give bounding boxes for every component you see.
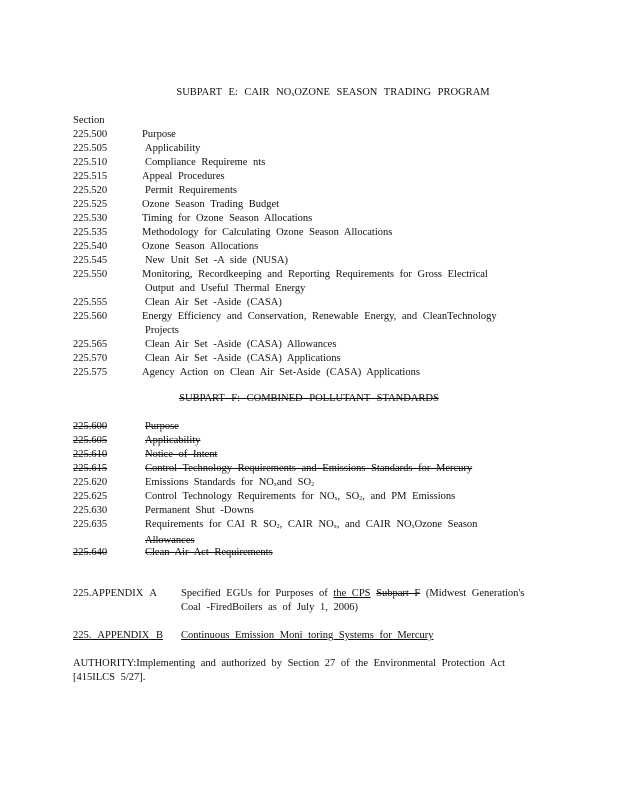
subpart-f-toc	[73, 420, 543, 560]
toc-row: 225.555 Clean Air Set -Aside (CASA)	[73, 297, 282, 308]
toc-row: 225.630 Permanent Shut -Downs	[73, 505, 254, 516]
toc-row: 225.635 Requirements for CAI R $SO_2$, CAIR $NO_x$, and CAIR $NO_xOzone$ Season Allowances	[73, 519, 478, 546]
inserted-text: the CPS	[333, 588, 371, 599]
toc-row-struck: 225.600 Purpose	[73, 421, 179, 432]
deleted-text: Subpart F	[376, 588, 421, 599]
toc-row: 225.545 New Unit Set -A side (NUSA)	[73, 255, 289, 266]
toc-row: 225.505 Applicability	[73, 143, 201, 154]
toc-row: 225.620 Emissions Standards for $NO_xand$ $SO_2$	[73, 477, 315, 488]
toc-row: 225.560 Energy Efficiency and Conservation, Renewable Energy, and CleanTechnology Projects	[73, 311, 497, 336]
section-heading: Section	[73, 115, 105, 126]
toc-row: 225.500 Purpose	[73, 129, 176, 140]
subpart-e-title: SUBPART E: CAIR $NO_xOZONE$ SEASON TRADING PROGRAM	[176, 87, 490, 98]
subpart-f-title: SUBPART F: COMBINED POLLUTANT STANDARDS	[179, 393, 439, 404]
toc-row: 225.625 Control Technology Requirements for $NO_x$, $SO_2$, and PM Emissions	[73, 491, 456, 502]
toc-row: 225.525 Ozone Season Trading Budget	[73, 199, 280, 210]
toc-row-struck: 225.605 Applicability	[73, 435, 201, 446]
toc-row: 225.575 Agency Action on Clean Air Set-Aside (CASA) Applications	[73, 367, 420, 378]
subpart-e-toc	[73, 128, 543, 380]
toc-row-struck: 225.610 Notice of Intent	[73, 449, 218, 460]
toc-row: 225.535 Methodology for Calculating Ozone Season Allocations	[73, 227, 393, 238]
toc-row: 225.570 Clean Air Set -Aside (CASA) Applications	[73, 353, 341, 364]
toc-row-struck: 225.615 Control Technology Requirements and Emissions Standards for Mercury	[73, 463, 473, 474]
toc-row: 225.530 Timing for Ozone Season Allocations	[73, 213, 313, 224]
toc-row: 225.565 Clean Air Set -Aside (CASA) Allowances	[73, 339, 337, 350]
document-page: SUBPART E: CAIR $NO_xOZONE$ SEASON TRADING PROGRAM Section 225.500 Purpose 225.505 Applicability 225.510 Compliance Requireme nts 225.515 Appeal Procedures 225.520 Permit Requirements 225.525 Ozone Season Trading Budget 225.530 Timing for Ozone Season Allocations 225.535 Methodology for Calculating Ozone Season Allocations 225.540 Ozone Season Allocations 225.545 New Unit Set -A side (NUSA) 225.550 Monitoring, Recordkeeping and Reporting Requirements for Gross Electrical Output and Useful Thermal Energy 225.555 Clean Air Set -Aside (CASA) 225.560 Energy Efficiency and Conservation, Renewable Energy, and CleanTechnology Projects 225.565 Clean Air Set -Aside (CASA) Allowances 225.570 Clean Air Set -Aside (CASA) Applications 225.575 Agency Action on Clean Air Set-Aside (CASA) Applications SUBPART F: COMBINED POLLUTANT STANDARDS 225.600 Purpose 225.605 Applicability 225.610 Notice of Intent 225.615 Control Technology Requirements and Emissions Standards for Mercury 225.620 Emissions Standards for $NO_xand$ $SO_2$ 225.625 Control Technology Requirements for $NO_x$, $SO_2$, and PM Emissions 225.630 Permanent Shut -Downs 225.635 Requirements for CAI R $SO_2$, CAIR $NO_x$, and CAIR $NO_xOzone$ Season Allowances 225.640 Clean Air Act Requirements 225.APPENDIX A Specified EGUs for Purposes of the CPS Subpart F (Midwest Generation's Coal -FiredBoilers as of July 1, 2006) 225. APPENDIX B Continuous Emission Moni toring Systems for Mercury AUTHORITY:Implementing and authorized by Section 27 of the Environmental Protection Act [415ILCS 5/27].	[0, 0, 618, 800]
toc-row: 225.540 Ozone Season Allocations	[73, 241, 259, 252]
toc-row: 225.550 Monitoring, Recordkeeping and Reporting Requirements for Gross Electrical Output and Useful Thermal Energy	[73, 269, 488, 294]
toc-row: 225.520 Permit Requirements	[73, 185, 237, 196]
toc-row: 225.510 Compliance Requireme nts	[73, 157, 266, 168]
appendix-a-entry: 225.APPENDIX A Specified EGUs for Purposes of the CPS Subpart F (Midwest Generation's Coal -FiredBoilers as of July 1, 2006)	[73, 588, 525, 613]
toc-row: 225.515 Appeal Procedures	[73, 171, 225, 182]
toc-row-struck: 225.640 Clean Air Act Requirements	[73, 547, 273, 558]
authority-note: AUTHORITY:Implementing and authorized by Section 27 of the Environmental Protection Act [415ILCS 5/27].	[73, 658, 506, 683]
